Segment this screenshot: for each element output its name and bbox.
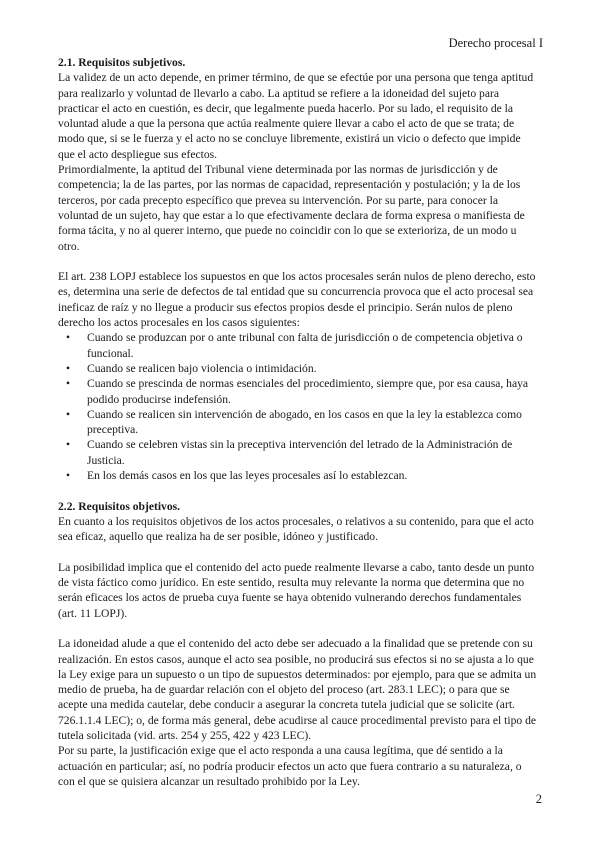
nullity-cases-list <box>58 330 540 483</box>
bullet-icon: • <box>66 331 71 345</box>
paragraph: La validez de un acto depende, en primer término, de que se efectúe por una persona que tenga aptitud para realizarlo y voluntad de llevarlo a cabo. La aptitud se refiere a la idoneidad del sujeto para practicar el acto en cuestión, es decir, que legalmente pueda hacerlo. Por su lado, el requisito de la voluntad alude a que la persona que actúa realmente quiere llevar a cabo el acto de que se trata; de modo que, si se le fuerza y el acto no se concluye libremente, existirá un vicio o defecto que impide que el acto despliegue sus efectos. <box>58 71 534 161</box>
section-heading-requisitos-objetivos: 2.2. Requisitos objetivos. <box>58 499 181 513</box>
bullet-icon: • <box>66 377 71 391</box>
paragraph-spacer <box>58 483 540 498</box>
list-item-text: En los demás casos en los que las leyes procesales así lo establezcan. <box>87 469 408 483</box>
paragraph-spacer <box>58 621 540 636</box>
list-item-text: Cuando se celebren vistas sin la preceptiva intervención del letrado de la Administración de Justicia. <box>87 438 513 467</box>
paragraph: En cuanto a los requisitos objetivos de los actos procesales, o relativos a su contenido, para que el acto sea eficaz, aquello que realiza ha de ser posible, idóneo y justificado. <box>58 514 534 544</box>
list-item <box>58 376 540 407</box>
paragraph: Primordialmente, la aptitud del Tribunal viene determinada por las normas de jurisdicción y de competencia; la de las partes, por las normas de capacidad, representación y postulación; y la de los terceros, por cada precepto específico que prevea su intervención. Por su parte, para conocer la voluntad de un sujeto, hay que estar a lo que efectivamente declara de forma expresa o manifiesta de forma tácita, y no al querer interno, que puede no coincidir con lo que se exterioriza, de un modo u otro. <box>58 163 525 253</box>
list-item <box>58 407 540 438</box>
list-item-text: Cuando se realicen sin intervención de abogado, en los casos en que la ley la establezca como preceptiva. <box>87 407 522 437</box>
paragraph: La idoneidad alude a que el contenido del acto debe ser adecuado a la finalidad que se pretende con su realización. En estos casos, aunque el acto sea posible, no producirá sus efectos si no se ajusta a lo que la Ley exige para un supuesto o un tipo de supuestos determinados: por ejemplo, para que se admita un medio de prueba, ha de guardar relación con el objeto del proceso (art. 283.1 LEC); o para que se acepte una medida cautelar, debe conducir a asegurar la concreta tutela judicial que se solicite (art. 726.1.1.4 LEC); o, de forma más general, debe acudirse al cauce procedimental previsto para el tipo de tutela solicitada (vid. arts. 254 y 255, 422 y 423 LEC). <box>58 637 537 743</box>
bullet-icon: • <box>66 361 71 375</box>
list-item <box>58 437 540 468</box>
list-item-text: Cuando se produzcan por o ante tribunal con falta de jurisdicción o de competencia objetiva o funcional. <box>87 331 523 360</box>
paragraph: Por su parte, la justificación exige que el acto responda a una causa legítima, que dé sentido a la actuación en particular; así, no podría producir efectos un acto que fuera contrario a su naturaleza, o con el que se quisiera alcanzar un resultado prohibido por la Ley. <box>58 744 522 788</box>
bullet-icon: • <box>66 469 71 483</box>
bullet-icon: • <box>66 407 71 421</box>
running-header: Derecho procesal I <box>448 36 543 50</box>
list-item-text: Cuando se prescinda de normas esenciales del procedimiento, siempre que, por esa causa, haya podido producirse indefensión. <box>87 377 529 406</box>
list-item <box>58 361 540 376</box>
paragraph: La posibilidad implica que el contenido del acto puede realmente llevarse a cabo, tanto desde un punto de vista fáctico como jurídico. En este sentido, resulta muy relevante la norma que determina que no serán eficaces los actos de prueba cuya fuente se haya obtenido vulnerando derechos fundamentales (art. 11 LOPJ). <box>58 560 535 620</box>
section-heading-requisitos-subjetivos: 2.1. Requisitos subjetivos. <box>58 56 186 69</box>
page-content <box>58 55 540 789</box>
page-number: 2 <box>535 792 542 806</box>
bullet-icon: • <box>66 438 71 452</box>
list-item <box>58 468 540 483</box>
paragraph-spacer <box>58 254 540 269</box>
paragraph: El art. 238 LOPJ establece los supuestos en que los actos procesales serán nulos de pleno derecho, esto es, determina una serie de defectos de tal entidad que su concurrencia provoca que el acto procesal sea ineficaz de raíz y no llegue a producir sus efectos propios desde el principio. Serán nulos de pleno derecho los actos procesales en los casos siguientes: <box>58 270 536 330</box>
list-item <box>58 330 540 361</box>
paragraph-spacer <box>58 545 540 560</box>
list-item-text: Cuando se realicen bajo violencia o intimidación. <box>87 361 317 375</box>
